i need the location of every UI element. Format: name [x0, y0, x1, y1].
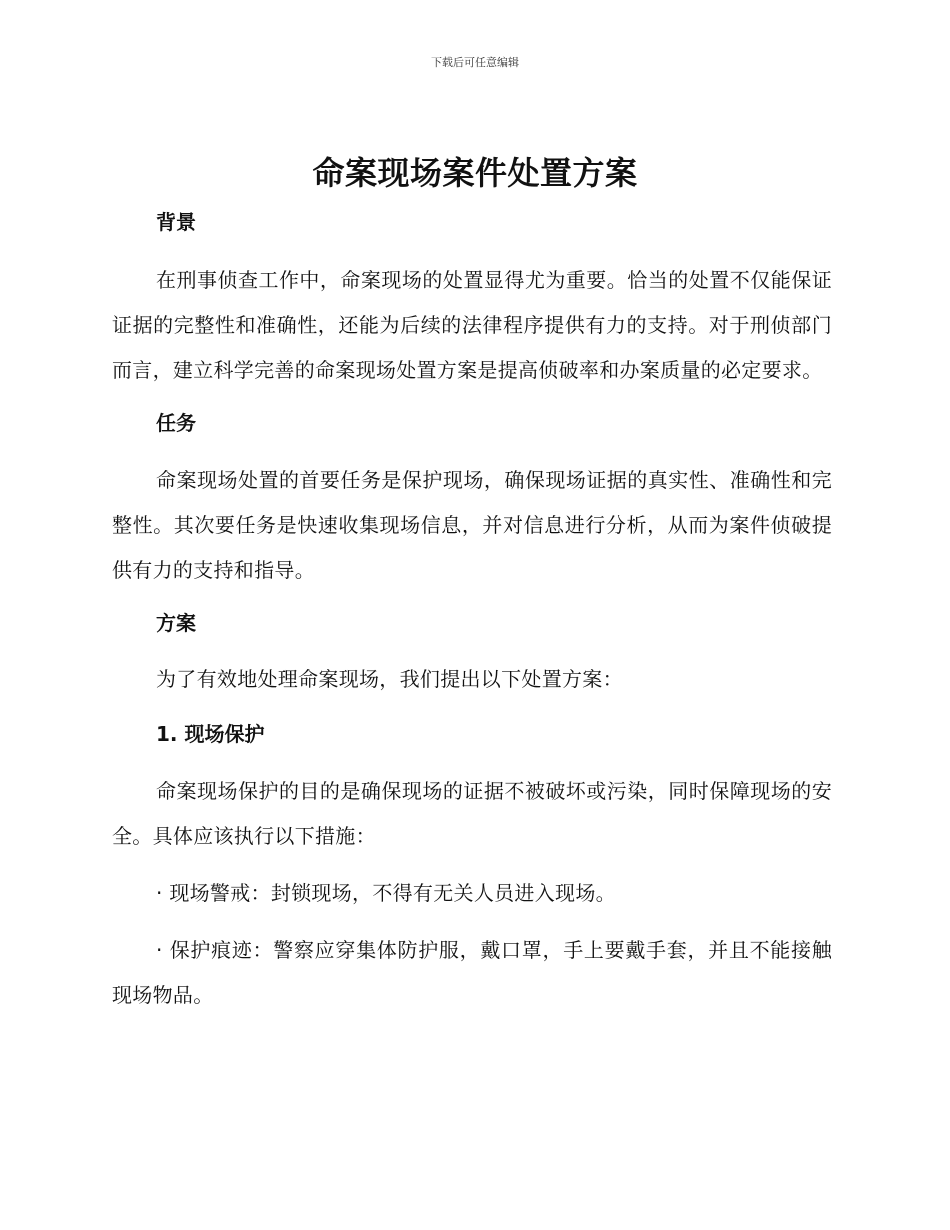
section-heading-task: 任务 — [156, 411, 196, 435]
section-plan — [112, 605, 832, 1018]
section-task — [112, 405, 832, 593]
section-heading-background: 背景 — [156, 210, 196, 234]
paragraph-plan-intro: 为了有效地处理命案现场，我们提出以下处置方案： — [156, 667, 623, 691]
section-heading-plan: 方案 — [156, 611, 196, 635]
bullet-item-cordon: · 现场警戒：封锁现场，不得有无关人员进入现场。 — [156, 881, 616, 905]
paragraph-scene-protection: 命案现场保护的目的是确保现场的证据不被破坏或污染，同时保障现场的安全。具体应该执行以下措施： — [112, 779, 832, 848]
paragraph-task: 命案现场处置的首要任务是保护现场，确保现场证据的真实性、准确性和完整性。其次要任务是快速收集现场信息，并对信息进行分析，从而为案件侦破提供有力的支持和指导。 — [112, 468, 832, 582]
bullet-item-protect-traces: · 保护痕迹：警察应穿集体防护服，戴口罩，手上要戴手套，并且不能接触现场物品。 — [112, 938, 832, 1007]
header-note: 下载后可任意编辑 — [431, 56, 519, 69]
paragraph-background: 在刑事侦查工作中，命案现场的处置显得尤为重要。恰当的处置不仅能保证证据的完整性和准确性，还能为后续的法律程序提供有力的支持。对于刑侦部门而言，建立科学完善的命案现场处置方案是提高侦破率和办案质量的必定要求。 — [112, 268, 832, 382]
section-background — [112, 204, 832, 393]
subsection-heading-scene-protection: 1. 现场保护 — [156, 722, 265, 746]
document-title: 命案现场案件处置方案 — [312, 154, 638, 192]
document-body — [112, 204, 832, 1018]
